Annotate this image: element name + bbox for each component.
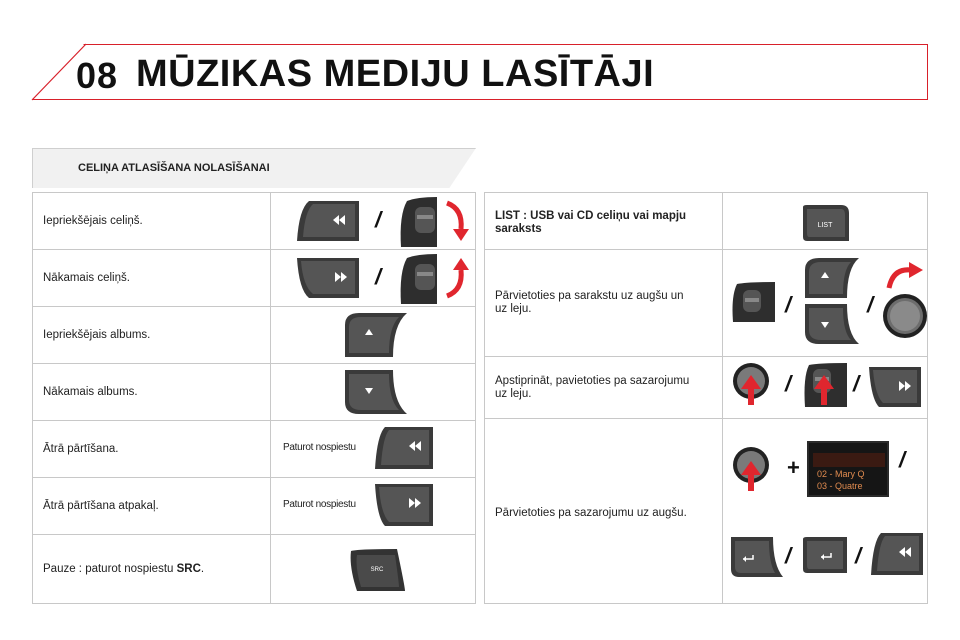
steering-prev-button-icon [295, 199, 361, 243]
or-separator: / [899, 447, 906, 472]
fast-forward-button-icon [373, 482, 435, 528]
row-label [43, 563, 204, 576]
table-row [33, 478, 475, 535]
table-row [33, 364, 475, 421]
list-button-icon [801, 203, 851, 243]
table-row [33, 535, 475, 605]
src-button-icon [347, 547, 407, 593]
row-label: Iepriekšējais celiņš. [43, 215, 143, 227]
fast-rewind-button-icon [373, 425, 435, 471]
table-row [33, 193, 475, 250]
list-down-button-icon [803, 302, 861, 346]
hold-label: Paturot nospiestu [283, 442, 356, 453]
back-button-icon [801, 535, 851, 575]
or-separator: / [855, 543, 862, 568]
or-separator: / [867, 292, 874, 317]
left-table [32, 192, 476, 604]
row-label-line2: uz leju. [495, 303, 532, 315]
src-button-label: SRC [370, 567, 384, 573]
rotary-knob-push-icon [731, 445, 773, 503]
hold-label: Paturot nospiestu [283, 499, 356, 510]
or-separator: / [785, 543, 792, 568]
page-title: MŪZIKAS MEDIJU LASĪTĀJI [136, 53, 655, 95]
steering-wheel-press-icon [801, 361, 851, 417]
row-label-text: Pauze : paturot nospiestu [43, 563, 177, 575]
album-up-button-icon [343, 311, 409, 359]
list-button-label: LIST [817, 222, 833, 229]
steering-wheel-down-icon [397, 195, 473, 249]
section-title: CELIŅA ATLASĪŠANA NOLASĪŠANAI [78, 162, 270, 174]
steering-wheel-icon [729, 280, 777, 324]
table-row [485, 357, 927, 419]
display-line: 02 - Mary Q [817, 469, 865, 479]
steering-wheel-up-icon [397, 252, 473, 306]
or-separator: / [375, 207, 382, 232]
row-label-line1: LIST : USB vai CD celiņu vai mapju [495, 210, 687, 222]
row-label [495, 375, 689, 401]
row-label-line2: uz leju. [495, 388, 532, 400]
and-separator: + [787, 455, 800, 480]
display-line: 03 - Quatre [817, 481, 863, 491]
previous-button-icon [869, 531, 925, 577]
table-row [33, 250, 475, 307]
or-separator: / [785, 292, 792, 317]
list-up-button-icon [803, 256, 861, 300]
rotary-knob-rotate-icon [881, 258, 927, 342]
album-down-button-icon [343, 368, 409, 416]
row-label-line1: Apstiprināt, pavietoties pa sazarojumu [495, 375, 690, 387]
display-screen [807, 441, 889, 497]
rotary-knob-press-icon [731, 361, 773, 417]
row-label: Pārvietoties pa sazarojumu uz augšu. [495, 507, 687, 519]
row-label-suffix: . [200, 563, 205, 575]
table-row [485, 250, 927, 357]
next-button-icon [867, 365, 923, 409]
or-separator: / [375, 264, 382, 289]
or-separator: / [853, 371, 860, 396]
or-separator: / [785, 371, 792, 396]
row-label-bold: SRC [176, 563, 201, 575]
row-label-line2: saraksts [495, 223, 542, 235]
row-label: Nākamais celiņš. [43, 272, 130, 284]
row-label: Ātrā pārtīšana. [43, 443, 119, 455]
row-label [495, 210, 686, 236]
row-label-line1: Pārvietoties pa sarakstu uz augšu un [495, 290, 684, 302]
table-row [33, 421, 475, 478]
table-row [485, 193, 927, 250]
table-row [33, 307, 475, 364]
steering-next-button-icon [295, 256, 361, 300]
back-button-icon [729, 535, 785, 579]
row-label [495, 290, 684, 316]
table-row [485, 419, 927, 605]
row-label: Iepriekšējais albums. [43, 329, 151, 341]
right-table [484, 192, 928, 604]
chapter-number: 08 [76, 55, 119, 96]
row-label: Ātrā pārtīšana atpakaļ. [43, 500, 159, 512]
row-label: Nākamais albums. [43, 386, 138, 398]
